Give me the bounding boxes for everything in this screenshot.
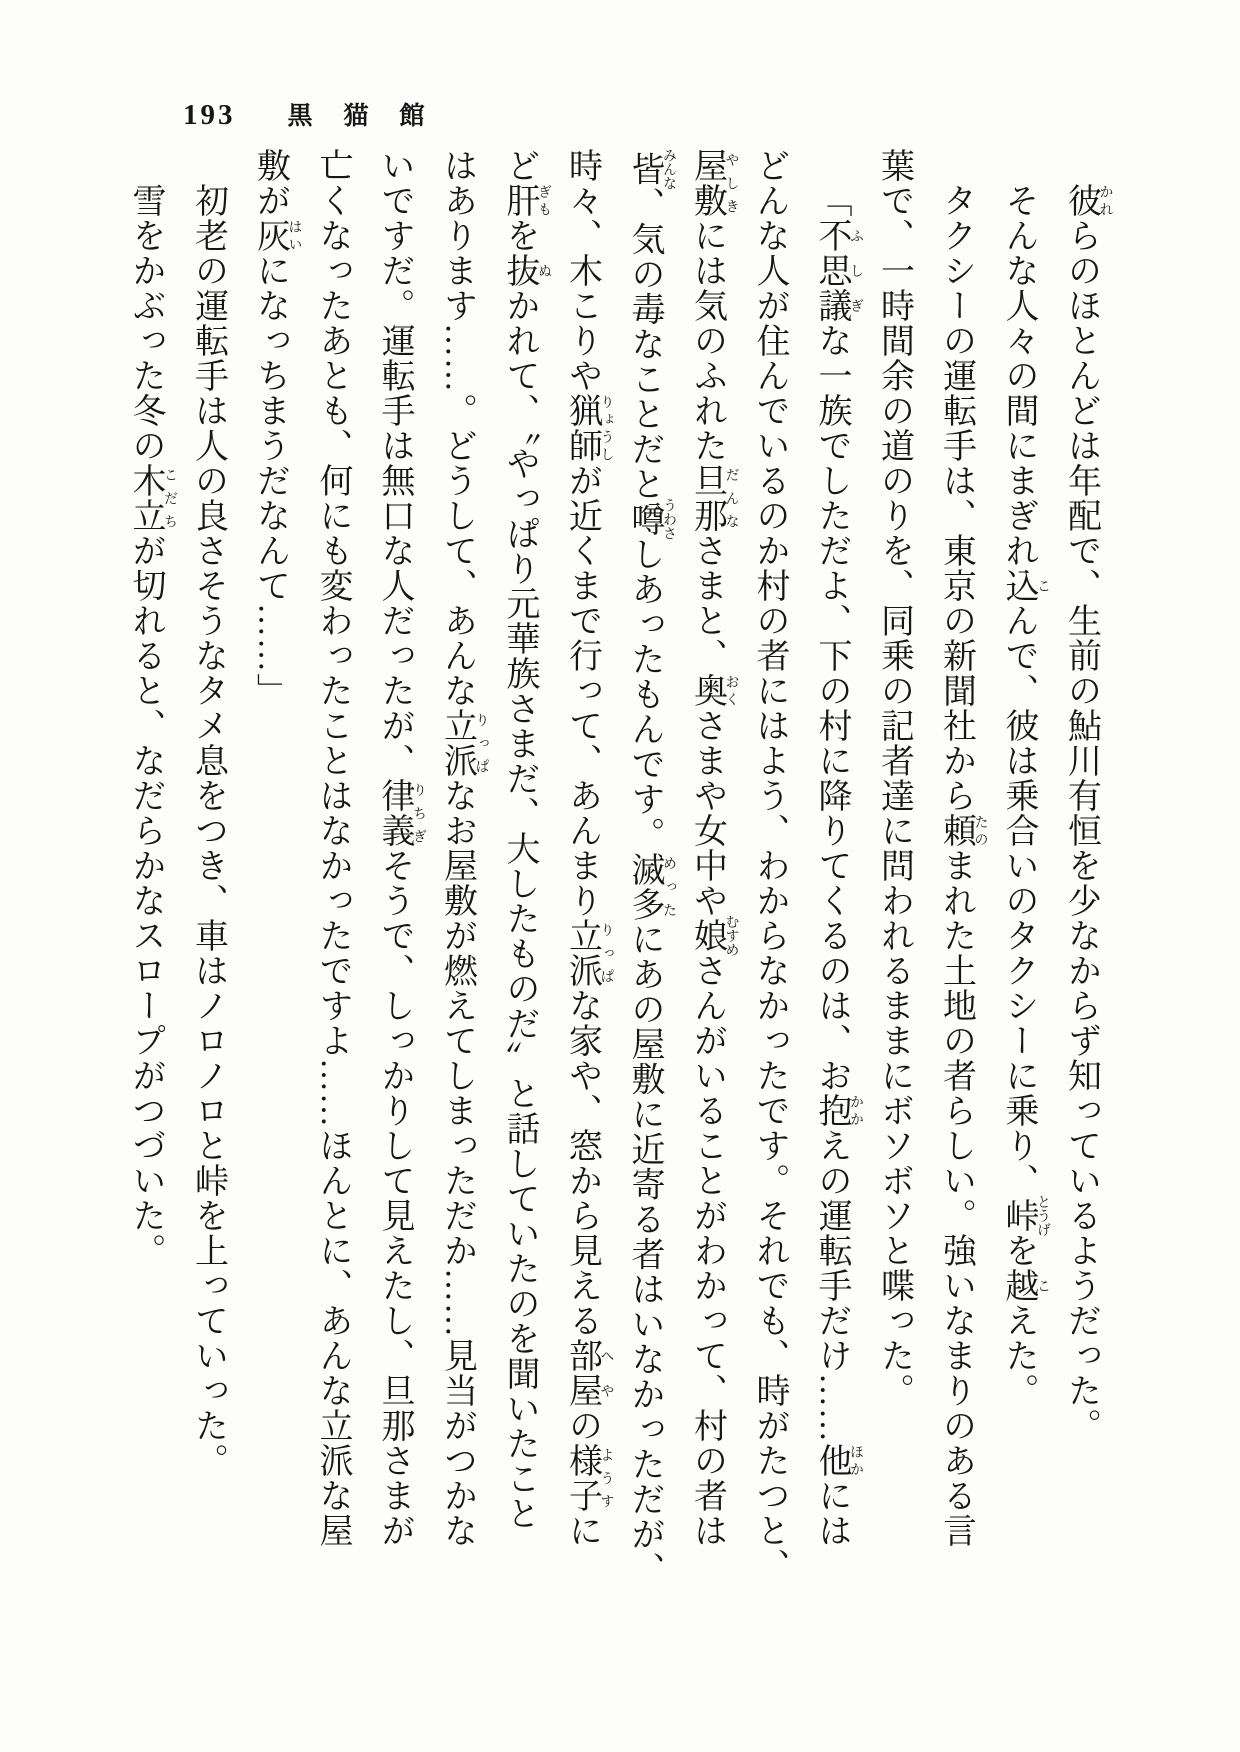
text-line: 時々、木こりや猟師りょうしが近くまで行って、あんまり立派りっぱな家や、窓から見える部屋へやの様子ようすに [563, 148, 614, 1548]
ruby-annotated-word: 部屋へや [563, 1338, 614, 1408]
ruby-annotated-word: 屋敷やしき [688, 148, 739, 218]
book-title: 黒猫館 [287, 103, 456, 130]
ruby-annotated-word: 滅多めった [626, 851, 676, 922]
ruby-annotated-word: 奥おく [688, 673, 739, 708]
ruby-annotated-word: 猟師りょうし [563, 393, 614, 463]
ruby-annotated-word: 娘むすめ [688, 914, 739, 957]
running-header [183, 96, 456, 132]
text-line: 彼かれらのほとんどは年配で、生前の鮎川有恒を少なからず知っているようだった。 [1062, 183, 1113, 1443]
text-line: そんな人々の間にまぎれ込こんで、彼は乗合いのタクシーに乗り、峠とうげを越こえた。 [1000, 183, 1050, 1408]
ruby-annotated-word: 込こ [1000, 568, 1050, 603]
ruby-annotated-word: 噂うわさ [626, 498, 676, 540]
ruby-annotated-word: 様子ようす [563, 1443, 614, 1513]
ruby-annotated-word: 灰はい [251, 218, 302, 253]
text-line: 「不思議ふしぎな一族でしただよ、下の村に降りてくるのは、お抱かかえの運転手だけ……他ほかには [813, 183, 863, 1548]
ruby-annotated-word: 皆みんな [626, 148, 676, 190]
ruby-annotated-word: 肝ぎも [501, 183, 551, 218]
text-block [114, 148, 1112, 1600]
ruby-annotated-word: 越こ [1000, 1268, 1050, 1303]
ruby-annotated-word: 峠とうげ [1000, 1194, 1050, 1237]
page-number: 193 [183, 99, 236, 131]
ruby-annotated-word: 律義りちぎ [376, 778, 426, 848]
text-line: いですだ。運転手は無口な人だったが、律義りちぎそうで、しっかりして見えたし、旦那さまが [376, 148, 426, 1548]
text-line: ど肝ぎもを抜ぬかれて、〝やっぱり元華族さまだ、大したものだ〟と話していたのを聞いたこと [501, 148, 551, 1531]
ruby-annotated-word: 抱かか [813, 1093, 863, 1128]
ruby-annotated-word: 抜ぬ [501, 253, 551, 288]
ruby-annotated-word: 木立こだち [127, 463, 177, 533]
ruby-annotated-word: 不思議ふしぎ [813, 218, 863, 323]
text-line: 敷が灰はいになっちまうだなんて……」 [251, 148, 302, 708]
text-line: 皆みんな、気の毒なことだと噂うわさしあったもんです。滅多めったにあの屋敷に近寄る者はいなかっただが、 [626, 148, 676, 1587]
ruby-annotated-word: 彼かれ [1062, 183, 1113, 218]
ruby-annotated-word: 旦那だんな [688, 463, 739, 533]
ruby-annotated-word: 頼たの [937, 813, 988, 848]
ruby-annotated-word: 立派りっぱ [438, 708, 489, 778]
ruby-annotated-word: 他ほか [813, 1443, 863, 1478]
text-line: どんな人が住んでいるのか村の者にはよう、わからなかったです。それでも、時がたつと、 [751, 148, 788, 1583]
text-line: 雪をかぶった冬の木立こだちが切れると、なだらかなスロープがつづいた。 [127, 183, 177, 1268]
text-line: 屋敷やしきには気のふれた旦那だんなさまと、奥おくさまや女中や娘むすめさんがいることがわかって、村の者は [688, 148, 739, 1548]
text-line: はあります……。どうして、あんな立派りっぱなお屋敷が燃えてしまっただか……見当がつかな [438, 148, 489, 1548]
ruby-annotated-word: 立派りっぱ [563, 918, 614, 988]
text-line: タクシーの運転手は、東京の新聞社から頼たのまれた土地の者らしい。強いなまりのある言 [937, 183, 988, 1548]
text-line: 葉で、一時間余の道のりを、同乗の記者達に問われるままにボソボソと喋った。 [875, 148, 913, 1408]
text-line: 亡くなったあとも、何にも変わったことはなかったですよ……ほんとに、あんな立派な屋 [314, 148, 351, 1548]
text-line: 初老の運転手は人の良さそうなタメ息をつき、車はノロノロと峠を上っていった。 [189, 183, 227, 1478]
